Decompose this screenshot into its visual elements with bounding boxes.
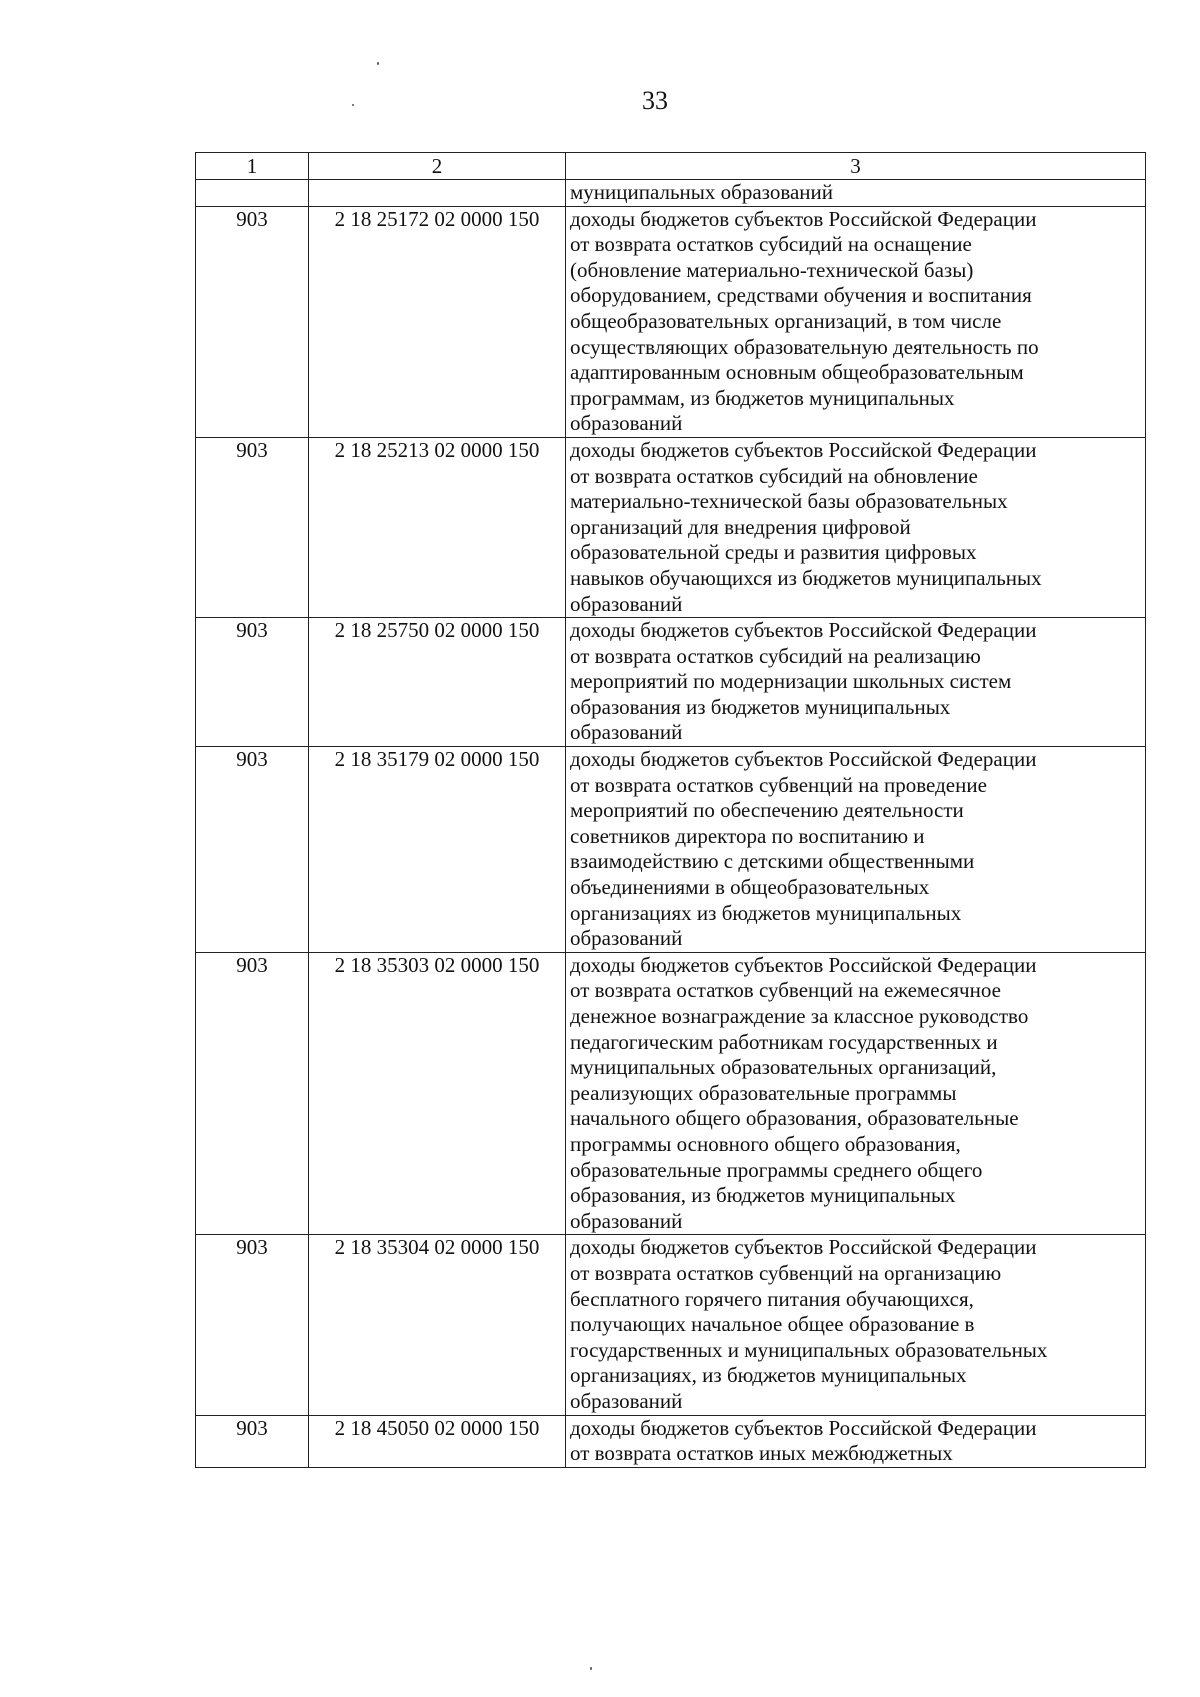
table-row: [196, 952, 1146, 1235]
admin-code-cell: 903: [196, 952, 309, 1235]
description-line: государственных и муниципальных образовательных: [570, 1337, 1048, 1362]
table-row: [196, 1235, 1146, 1415]
table-row: [196, 1415, 1146, 1467]
description-line: мероприятий по обеспечению деятельности: [570, 798, 964, 823]
description-line: муниципальных образовательных организаций,: [570, 1055, 997, 1080]
page-number: 33: [642, 86, 668, 115]
revenue-codes-table: [195, 152, 1146, 1468]
budget-code-cell: 2 18 45050 02 0000 150: [309, 1415, 566, 1467]
description-line: доходы бюджетов субъектов Российской Федерации: [570, 206, 1037, 231]
description-line: доходы бюджетов субъектов Российской Федерации: [570, 618, 1037, 643]
budget-code-cell: 2 18 25750 02 0000 150: [309, 618, 566, 747]
description-line: взаимодействию с детскими общественными: [570, 849, 975, 874]
description-line: образований: [570, 720, 683, 745]
admin-code-cell: 903: [196, 1415, 309, 1467]
description-line: образований: [570, 411, 683, 436]
admin-code-cell: 903: [196, 747, 309, 953]
table-row: [196, 618, 1146, 747]
description-line: общеобразовательных организаций, в том числе: [570, 308, 1002, 333]
description-cell: [566, 180, 1146, 207]
description-line: от возврата остатков субвенций на проведение: [570, 772, 987, 797]
description-cell: [566, 1415, 1146, 1467]
description-line: от возврата остатков субсидий на оснащение: [570, 232, 972, 257]
admin-code-cell: 903: [196, 206, 309, 437]
description-line: доходы бюджетов субъектов Российской Федерации: [570, 952, 1037, 977]
description-line: муниципальных образований: [570, 180, 833, 204]
description-line: от возврата остатков субвенций на ежемесячное: [570, 978, 1001, 1003]
description-cell: [566, 437, 1146, 617]
description-cell: [566, 206, 1146, 437]
table-row: [196, 180, 1146, 207]
description-line: образований: [570, 1208, 683, 1233]
budget-code-cell: [309, 180, 566, 207]
description-line: доходы бюджетов субъектов Российской Федерации: [570, 437, 1037, 462]
description-line: от возврата остатков субвенций на организацию: [570, 1260, 1002, 1285]
description-line: образования из бюджетов муниципальных: [570, 694, 951, 719]
description-line: мероприятий по модернизации школьных систем: [570, 669, 1012, 694]
description-line: образовательной среды и развития цифровых: [570, 540, 977, 565]
admin-code-cell: [196, 180, 309, 207]
description-line: бесплатного горячего питания обучающихся,: [570, 1286, 974, 1311]
description-line: материально-технической базы образовательных: [570, 489, 1008, 514]
description-line: доходы бюджетов субъектов Российской Федерации: [570, 1235, 1037, 1260]
column-header: 3: [566, 153, 1146, 180]
description-line: организаций для внедрения цифровой: [570, 514, 911, 539]
description-line: от возврата остатков субсидий на обновление: [570, 463, 978, 488]
budget-code-cell: 2 18 25172 02 0000 150: [309, 206, 566, 437]
description-cell: [566, 618, 1146, 747]
description-line: денежное вознаграждение за классное руководство: [570, 1004, 1029, 1028]
description-line: доходы бюджетов субъектов Российской Федерации: [570, 1415, 1037, 1440]
budget-code-cell: 2 18 35179 02 0000 150: [309, 747, 566, 953]
description-line: объединениями в общеобразовательных: [570, 875, 930, 900]
description-line: образований: [570, 591, 683, 616]
scan-speck: [352, 104, 354, 106]
description-line: (обновление материально-технической базы): [570, 257, 974, 282]
description-cell: [566, 952, 1146, 1235]
description-line: реализующих образовательные программы: [570, 1080, 957, 1105]
description-cell: [566, 1235, 1146, 1415]
description-cell: [566, 747, 1146, 953]
description-line: получающих начальное общее образование в: [570, 1312, 975, 1337]
budget-code-cell: 2 18 35303 02 0000 150: [309, 952, 566, 1235]
table-row: [196, 206, 1146, 437]
description-line: программы основного общего образования,: [570, 1131, 961, 1156]
description-line: образования, из бюджетов муниципальных: [570, 1183, 956, 1208]
table-row: [196, 437, 1146, 617]
description-line: доходы бюджетов субъектов Российской Федерации: [570, 747, 1037, 772]
description-line: от возврата остатков иных межбюджетных: [570, 1441, 953, 1466]
description-line: начального общего образования, образовательные: [570, 1106, 1019, 1131]
description-line: педагогическим работникам государственных и: [570, 1029, 998, 1054]
table-header-row: [196, 153, 1146, 180]
admin-code-cell: 903: [196, 437, 309, 617]
budget-code-cell: 2 18 25213 02 0000 150: [309, 437, 566, 617]
description-line: адаптированным основным общеобразовательным: [570, 360, 1024, 385]
description-line: оборудованием, средствами обучения и воспитания: [570, 283, 1032, 308]
admin-code-cell: 903: [196, 618, 309, 747]
description-line: образований: [570, 926, 683, 951]
description-line: организациях, из бюджетов муниципальных: [570, 1363, 967, 1388]
description-line: образовательные программы среднего общего: [570, 1157, 983, 1182]
column-header: 2: [309, 153, 566, 180]
description-line: навыков обучающихся из бюджетов муниципальных: [570, 565, 1042, 590]
scan-speck: [377, 62, 379, 65]
admin-code-cell: 903: [196, 1235, 309, 1415]
description-line: организациях из бюджетов муниципальных: [570, 900, 962, 925]
description-line: советников директора по воспитанию и: [570, 823, 925, 848]
scan-speck: [590, 1667, 592, 1670]
description-line: программам, из бюджетов муниципальных: [570, 385, 955, 410]
budget-code-cell: 2 18 35304 02 0000 150: [309, 1235, 566, 1415]
table-row: [196, 747, 1146, 953]
description-line: от возврата остатков субсидий на реализацию: [570, 643, 981, 668]
column-header: 1: [196, 153, 309, 180]
description-line: образований: [570, 1388, 683, 1413]
description-line: осуществляющих образовательную деятельность по: [570, 334, 1039, 359]
